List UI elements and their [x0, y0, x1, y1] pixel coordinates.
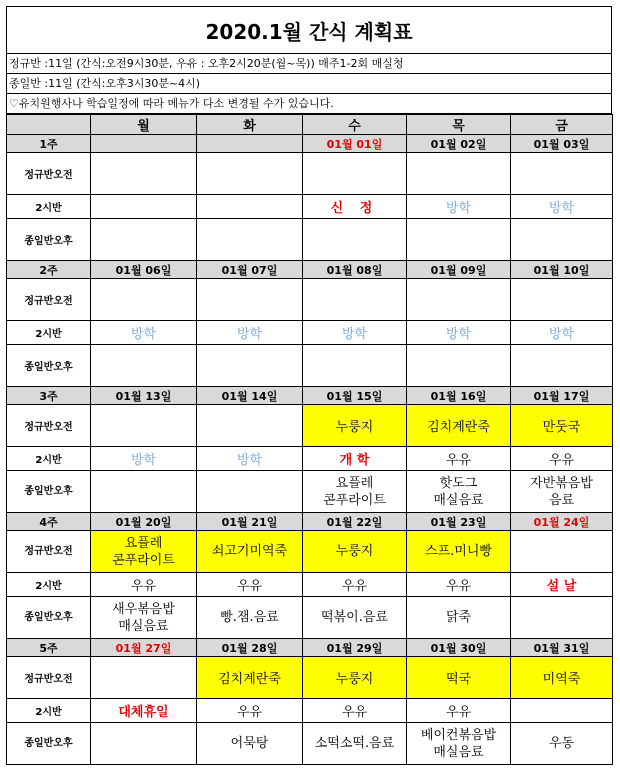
date-cell: 01월 20일 — [91, 513, 197, 531]
menu-cell: 김치계란죽 — [407, 405, 511, 447]
menu-line: 자반볶음밥 — [530, 475, 593, 491]
week-label: 5주 — [7, 639, 91, 657]
menu-line: 닭죽 — [445, 610, 472, 625]
row-label-pm2: 2시반 — [7, 573, 91, 597]
menu-cell — [91, 219, 197, 261]
menu-cell — [511, 471, 613, 513]
info-line-allday: 종일반 :11일 (간식:오후3시30분~4시) — [6, 74, 612, 94]
date-cell: 01월 23일 — [407, 513, 511, 531]
menu-line: 매실음료 — [433, 492, 484, 508]
date-cell: 01월 08일 — [303, 261, 407, 279]
row-label-allday: 종일반오후 — [7, 219, 91, 261]
allday-row — [7, 219, 613, 261]
vacation-cell: 방학 — [91, 321, 197, 345]
menu-line: 떡볶이.음료 — [321, 610, 388, 625]
allday-row — [7, 345, 613, 387]
menu-line: 우동 — [548, 736, 575, 751]
menu-cell — [303, 153, 407, 195]
date-cell — [197, 135, 303, 153]
date-cell: 01월 17일 — [511, 387, 613, 405]
menu-cell — [91, 471, 197, 513]
week-label: 3주 — [7, 387, 91, 405]
date-cell: 01월 29일 — [303, 639, 407, 657]
info-line-regular: 정규반 :11일 (간식:오전9시30분, 우유 : 오후2시20분(월~목)) 매주1-2회 매실청 — [6, 54, 612, 74]
menu-cell: 미역죽 — [511, 657, 613, 699]
menu-cell — [91, 597, 197, 639]
menu-line: 빵.잼.음료 — [220, 610, 279, 625]
menu-line: 핫도그 — [439, 475, 478, 491]
menu-cell — [511, 699, 613, 723]
row-label-am: 정규반오전 — [7, 657, 91, 699]
row-label-allday: 종일반오후 — [7, 471, 91, 513]
menu-cell — [197, 345, 303, 387]
menu-line: 스프.미니빵 — [425, 544, 492, 559]
menu-line: 쇠고기미역죽 — [211, 544, 288, 559]
am-row — [7, 657, 613, 699]
menu-cell — [197, 195, 303, 219]
date-cell: 01월 10일 — [511, 261, 613, 279]
menu-cell: 우유 — [197, 699, 303, 723]
menu-cell: 우유 — [91, 573, 197, 597]
menu-cell — [303, 723, 407, 765]
vacation-cell: 방학 — [197, 321, 303, 345]
date-cell: 01월 30일 — [407, 639, 511, 657]
menu-cell — [197, 531, 303, 573]
info-line-notice: ♡유치원행사나 학습일정에 따라 메뉴가 다소 변경될 수가 있습니다. — [6, 94, 612, 114]
week-row — [7, 387, 613, 405]
menu-cell: 우유 — [407, 699, 511, 723]
week-row — [7, 261, 613, 279]
vacation-cell: 방학 — [511, 321, 613, 345]
menu-cell — [407, 219, 511, 261]
date-cell-holiday: 01월 27일 — [91, 639, 197, 657]
day-header-wed: 수 — [303, 115, 407, 135]
menu-cell: 우유 — [303, 699, 407, 723]
menu-cell: 우유 — [407, 447, 511, 471]
menu-cell — [407, 723, 511, 765]
menu-cell — [407, 597, 511, 639]
vacation-cell: 방학 — [303, 321, 407, 345]
menu-cell — [303, 597, 407, 639]
menu-cell — [91, 279, 197, 321]
menu-line: 음료 — [548, 492, 575, 508]
menu-line: 요플레 — [124, 535, 163, 551]
row-label-pm2: 2시반 — [7, 321, 91, 345]
allday-row — [7, 597, 613, 639]
day-header-row — [7, 115, 613, 135]
menu-cell — [197, 219, 303, 261]
row-label-allday: 종일반오후 — [7, 597, 91, 639]
row-label-am: 정규반오전 — [7, 153, 91, 195]
vacation-cell: 방학 — [511, 195, 613, 219]
menu-cell — [91, 657, 197, 699]
week-label: 1주 — [7, 135, 91, 153]
date-cell: 01월 09일 — [407, 261, 511, 279]
row-label-pm2: 2시반 — [7, 195, 91, 219]
date-cell: 01월 15일 — [303, 387, 407, 405]
row-label-am: 정규반오전 — [7, 531, 91, 573]
school-start-cell: 개 학 — [303, 447, 407, 471]
menu-cell — [197, 597, 303, 639]
menu-line: 매실음료 — [118, 618, 169, 634]
date-cell: 01월 21일 — [197, 513, 303, 531]
menu-cell — [407, 471, 511, 513]
menu-cell — [407, 153, 511, 195]
pm2-row — [7, 699, 613, 723]
menu-cell — [91, 153, 197, 195]
menu-cell: 우유 — [511, 447, 613, 471]
menu-line: 누룽지 — [335, 544, 374, 559]
meal-plan-sheet — [6, 6, 612, 765]
date-cell: 01월 22일 — [303, 513, 407, 531]
menu-cell — [91, 405, 197, 447]
date-cell: 01월 28일 — [197, 639, 303, 657]
week-label: 2주 — [7, 261, 91, 279]
corner-cell — [7, 115, 91, 135]
date-cell: 01월 16일 — [407, 387, 511, 405]
row-label-am: 정규반오전 — [7, 279, 91, 321]
menu-cell: 만둣국 — [511, 405, 613, 447]
menu-line: 어묵탕 — [230, 736, 269, 751]
day-header-fri: 금 — [511, 115, 613, 135]
am-row — [7, 279, 613, 321]
date-cell: 01월 02일 — [407, 135, 511, 153]
menu-cell — [511, 723, 613, 765]
menu-cell — [407, 345, 511, 387]
menu-cell: 우유 — [197, 573, 303, 597]
pm2-row — [7, 573, 613, 597]
menu-line: 요플레 — [335, 475, 374, 491]
row-label-am: 정규반오전 — [7, 405, 91, 447]
allday-row — [7, 723, 613, 765]
menu-cell: 우유 — [303, 573, 407, 597]
day-header-thu: 목 — [407, 115, 511, 135]
menu-line: 콘푸라이트 — [323, 492, 386, 508]
holiday-cell: 대체휴일 — [91, 699, 197, 723]
menu-line: 새우볶음밥 — [112, 601, 175, 617]
pm2-row — [7, 321, 613, 345]
date-cell — [91, 135, 197, 153]
week-label: 4주 — [7, 513, 91, 531]
pm2-row — [7, 195, 613, 219]
date-cell: 01월 14일 — [197, 387, 303, 405]
row-label-allday: 종일반오후 — [7, 723, 91, 765]
menu-cell — [197, 723, 303, 765]
pm2-row — [7, 447, 613, 471]
menu-cell: 떡국 — [407, 657, 511, 699]
week-row — [7, 513, 613, 531]
menu-line: 콘푸라이트 — [112, 552, 175, 568]
menu-cell: 우유 — [407, 573, 511, 597]
menu-cell — [511, 531, 613, 573]
date-cell-holiday: 01월 01일 — [303, 135, 407, 153]
menu-cell — [511, 597, 613, 639]
menu-cell — [303, 531, 407, 573]
menu-line: 매실음료 — [433, 744, 484, 760]
day-header-mon: 월 — [91, 115, 197, 135]
menu-line: 소떡소떡.음료 — [314, 736, 395, 751]
menu-cell: 김치계란죽 — [197, 657, 303, 699]
menu-cell: 누룽지 — [303, 405, 407, 447]
page-title: 2020.1월 간식 계획표 — [6, 6, 612, 54]
menu-cell — [91, 531, 197, 573]
date-cell-holiday: 01월 24일 — [511, 513, 613, 531]
menu-cell — [303, 345, 407, 387]
holiday-cell: 설 날 — [511, 573, 613, 597]
row-label-pm2: 2시반 — [7, 699, 91, 723]
menu-cell — [407, 279, 511, 321]
vacation-cell: 방학 — [407, 321, 511, 345]
date-cell: 01월 13일 — [91, 387, 197, 405]
schedule-table — [6, 114, 613, 765]
menu-cell: 누룽지 — [303, 657, 407, 699]
menu-cell — [303, 471, 407, 513]
row-label-pm2: 2시반 — [7, 447, 91, 471]
day-header-tue: 화 — [197, 115, 303, 135]
date-cell: 01월 06일 — [91, 261, 197, 279]
row-label-allday: 종일반오후 — [7, 345, 91, 387]
allday-row — [7, 471, 613, 513]
menu-cell — [511, 219, 613, 261]
holiday-cell: 신 정 — [303, 195, 407, 219]
menu-cell — [511, 345, 613, 387]
week-row — [7, 639, 613, 657]
vacation-cell: 방학 — [197, 447, 303, 471]
menu-cell — [303, 279, 407, 321]
menu-cell — [197, 405, 303, 447]
vacation-cell: 방학 — [407, 195, 511, 219]
vacation-cell: 방학 — [91, 447, 197, 471]
menu-cell — [407, 531, 511, 573]
menu-cell — [197, 471, 303, 513]
am-row — [7, 153, 613, 195]
am-row — [7, 405, 613, 447]
menu-cell — [303, 219, 407, 261]
date-cell: 01월 31일 — [511, 639, 613, 657]
menu-cell — [197, 153, 303, 195]
menu-cell — [197, 279, 303, 321]
date-cell: 01월 03일 — [511, 135, 613, 153]
am-row — [7, 531, 613, 573]
menu-cell — [91, 723, 197, 765]
menu-line: 베이컨볶음밥 — [420, 727, 497, 743]
menu-cell — [91, 345, 197, 387]
week-row — [7, 135, 613, 153]
menu-cell — [91, 195, 197, 219]
menu-cell — [511, 279, 613, 321]
date-cell: 01월 07일 — [197, 261, 303, 279]
menu-cell — [511, 153, 613, 195]
